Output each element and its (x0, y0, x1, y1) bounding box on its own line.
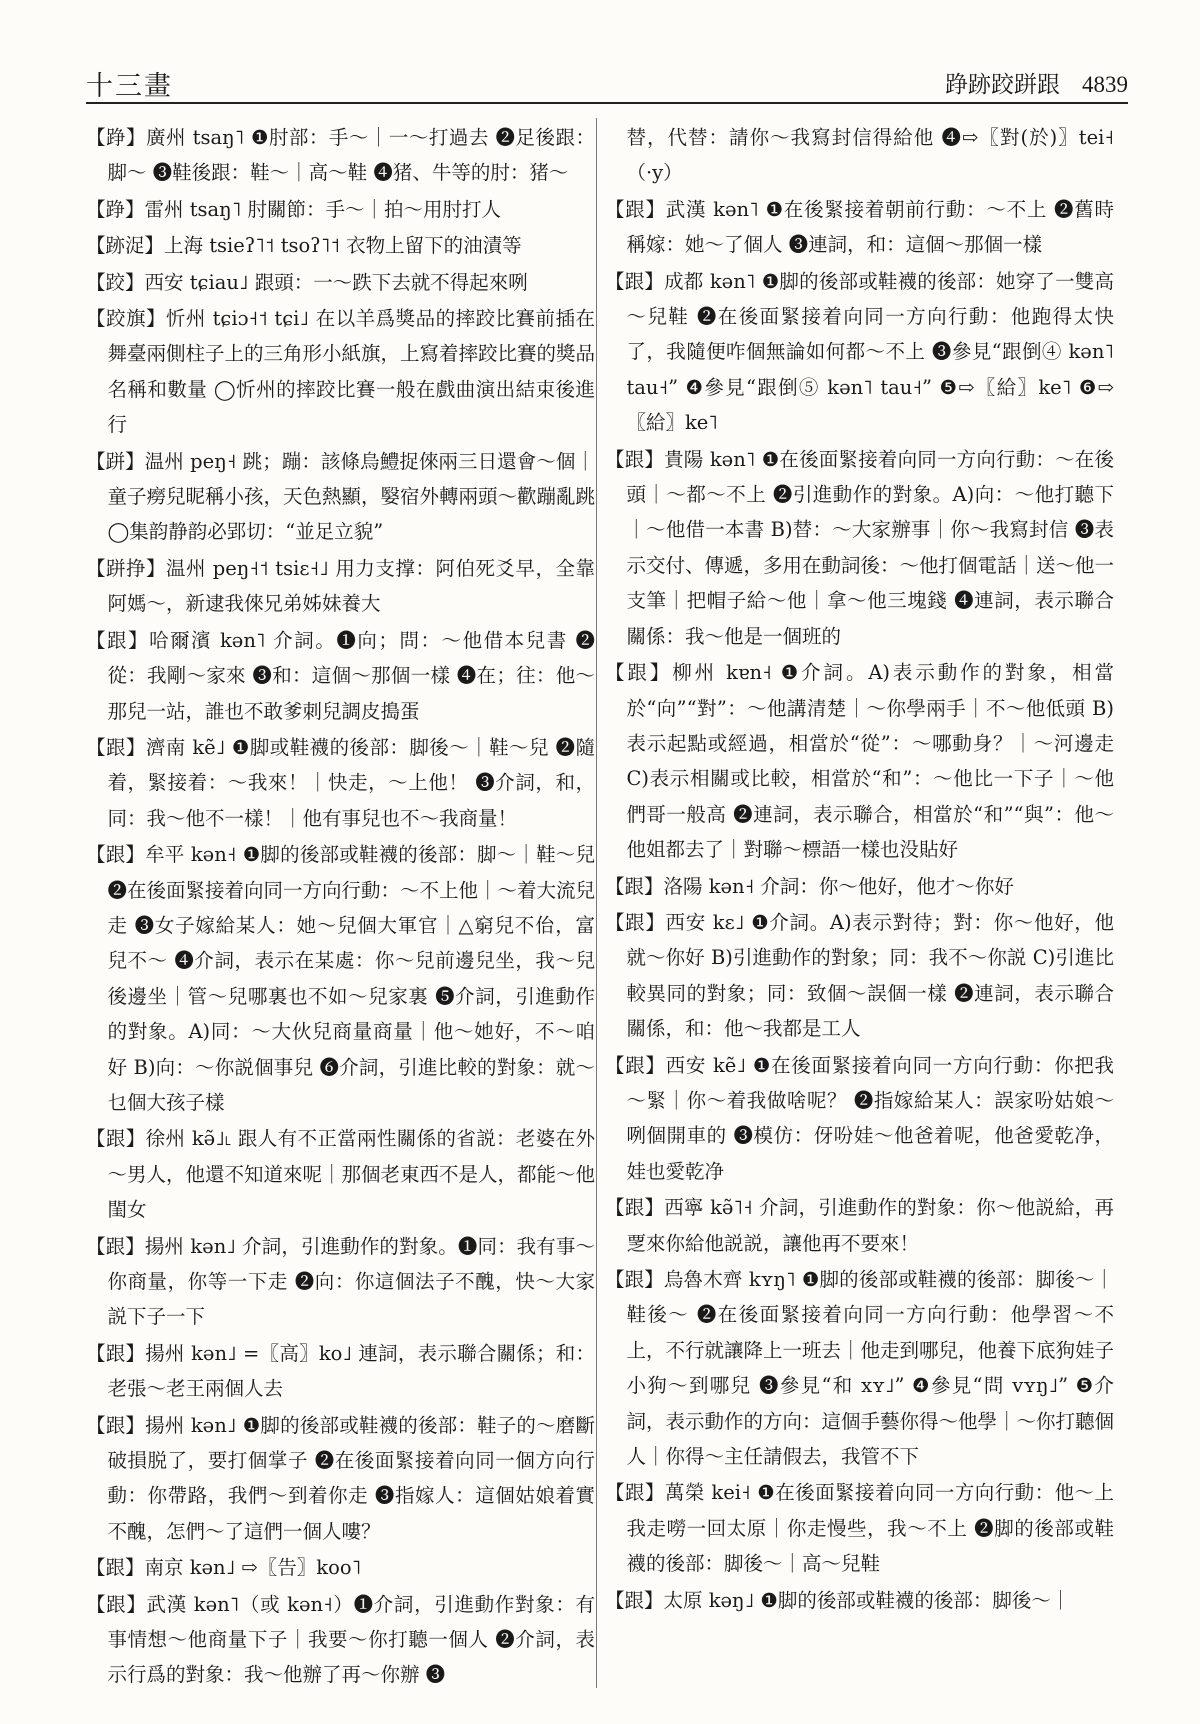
dictionary-entry: 【跟】萬榮 kei˧ ❶在後面緊接着向同一方向行動：他～上我走嘮一回太原｜你走慢些，我～不上 ❷脚的後部或鞋襪的後部：脚後～｜高～兒鞋 (605, 1481, 1114, 1576)
dictionary-entry: 【跟】西安 kẽ˩ ❶在後面緊接着向同一方向行動：你把我～緊｜你～着我做啥呢？ ❷指嫁給某人：誤家吩姑娘～咧個開車的 ❸模仿：伢吩娃～他爸着呢，他爸愛乾净，娃也愛乾净 (605, 1053, 1114, 1183)
right-column (605, 120, 1114, 1685)
dictionary-entry: 【跟】武漢 kən˥（或 kən˧）❶介詞，引進動作對象：有事情想～他商量下子｜我要～你打聽一個人 ❷介詞，表示行爲的對象：我～他辦了再～你辦 ❸ (86, 1592, 595, 1685)
dictionary-entry: 【踭】廣州 tsaŋ˥ ❶肘部：手～｜一～打過去 ❷足後跟：脚～ ❸鞋後跟：鞋～｜高～鞋 ❹猪、牛等的肘：猪～ (86, 126, 595, 185)
dictionary-entry: 【跟】濟南 kẽ˩ ❶脚或鞋襪的後部：脚後～｜鞋～兒 ❷隨着，緊接着：～我來！｜快走，～上他！ ❸介詞，和，同：我～他不一樣！｜他有事兒也不～我商量！ (86, 735, 595, 830)
dictionary-entry: 【跟】南京 kən˩ ⇨〖告〗koo˥ (86, 1556, 362, 1580)
running-headwords: 踭跡跤跰跟 (945, 72, 1060, 98)
dictionary-entry: 【跟】哈爾濱 kən˥ 介詞。❶向；問：～他借本兒書 ❷從：我剛～家來 ❸和：這個～那個一樣 ❹在；往：他～那兒一站，誰也不敢爹刺兒調皮搗蛋 (86, 628, 595, 723)
dictionary-entry: 【跟】柳州 kɐn˧ ❶介詞。A)表示動作的對象，相當於“向”“對”：～他講清楚｜～你學兩手｜不～他低頭 B)表示起點或經過，相當於“從”：～哪動身？｜～河邊走 C)表示相關或比較，相當於“和”：～他比一下子｜～他們哥一般高 ❷連詞，表示聯合，相當於“和”“與”：他～他姐都去了｜對聯～標語一樣也没貼好 (605, 661, 1114, 862)
dictionary-entry: 【跟】西寧 kə̃˥˧ 介詞，引進動作的對象：你～他説給，再覂來你給他説説，讓他再不要來！ (605, 1196, 1114, 1255)
dictionary-entry: 【跡浞】上海 tsieʔ˥˦ tsoʔ˥˦ 衣物上留下的油漬等 (86, 234, 522, 258)
dictionary-entry: 【跟】揚州 kən˩ ❶脚的後部或鞋襪的後部：鞋子的～磨斷破損脱了，要打個掌子 ❷在後面緊接着向同一個方向行動：你帶路，我們～到着你走 ❸指嫁人：這個姑娘着實不醜，怎們～了這們一個人嘍？ (86, 1413, 595, 1543)
dictionary-entry: 【跰挣】温州 peŋ˧˦ tsiɛ˧˩ 用力支撑：阿伯死爻早，全靠阿媽～，新逮我倈兄弟姊妹養大 (86, 556, 595, 616)
dictionary-entry: 【踭】雷州 tsaŋ˥ 肘關節：手～｜拍～用肘打人 (86, 197, 502, 221)
dictionary-entry: 【跟】徐州 kə̃˩˪ 跟人有不正當兩性關係的省説：老婆在外～男人，他還不知道來呢｜那個老東西不是人，都能～他閨女 (86, 1127, 595, 1222)
dictionary-entry: 【跟】揚州 kən˩ =〖高〗ko˩ 連詞，表示聯合關係；和：老張～老王兩個人去 (86, 1341, 595, 1401)
dictionary-entry: 【跤】西安 tɕiau˩ 跟頭：一～跌下去就不得起來咧 (86, 270, 528, 294)
dictionary-entry: 【跟】太原 kəŋ˩ ❶脚的後部或鞋襪的後部：脚後～｜ (605, 1588, 1071, 1612)
dictionary-entry: 【跟】牟平 kən˧ ❶脚的後部或鞋襪的後部：脚～｜鞋～兒 ❷在後面緊接着向同一方向行動：～不上他｜～着大流兒走 ❸女子嫁給某人：她～兒個大軍官｜△窮兒不佁，富兒不～ ❹介詞，表示在某處：你～兒前邊兒坐，我～兒後邊坐｜管～兒哪裏也不如～兒家裏 ❺介詞，引進動作的對象。A)同：～大伙兒商量商量｜他～她好，不～咱好 B)向：～你説個事兒 ❻介詞，引進比較的對象：就～乜個大孩子樣 (86, 843, 595, 1114)
page-header (86, 62, 1128, 104)
dictionary-entry-continuation: 替，代替：請你～我寫封信得給他 ❹⇨〖對(於)〗tei˧（·y） (626, 126, 1114, 185)
column-divider (596, 118, 597, 1688)
dictionary-entry: 【跟】揚州 kən˩ 介詞，引進動作的對象。❶同：我有事～你商量，你等一下走 ❷向：你這個法子不醜，快～大家説下子一下 (86, 1234, 595, 1329)
page-number: 4839 (1082, 72, 1128, 97)
dictionary-entry: 【跟】洛陽 kən˧ 介詞：你～他好，他才～你好 (605, 874, 1014, 898)
section-label: 十三畫 (86, 71, 173, 102)
dictionary-entry: 【跰】温州 peŋ˧ 跳；蹦：該條烏鱧捉倈兩三日還會～個｜童子癆兒昵稱小孩，天色熱顯，嫛宿外轉兩頭～歡蹦亂跳 ◯集韵静韵必郢切：“並足立貌” (86, 449, 595, 544)
dictionary-entry: 【跟】成都 kən˥ ❶脚的後部或鞋襪的後部：她穿了一雙高～兒鞋 ❷在後面緊接着向同一方向行動：他跑得太快了，我隨便咋個無論如何都～不上 ❸參見“跟倒④ kən˥ tau˧” ❹參見“跟倒⑤ kən˥ tau˧” ❺⇨〖給〗ke˥ ❻⇨〖給〗ke˥ (605, 269, 1114, 435)
dictionary-entry: 【跤旗】忻州 tɕiɔ˧˦ tɕi˩ 在以羊爲獎品的摔跤比賽前插在舞臺兩側柱子上的三角形小紙旗，上寫着摔跤比賽的獎品名稱和數量 ◯忻州的摔跤比賽一般在戲曲演出結束後進行 (86, 307, 595, 437)
dictionary-entry: 【跟】貴陽 kən˥ ❶在後面緊接着向同一方向行動：～在後頭｜～都～不上 ❷引進動作的對象。A)向：～他打聽下｜～他借一本書 B)替：～大家辦事｜你～我寫封信 ❸表示交付、傳遞，多用在動詞後：～他打個電話｜送～他一支筆｜把帽子給～他｜拿～他三塊錢 ❹連詞，表示聯合關係：我～他是一個班的 (605, 447, 1114, 648)
left-column (86, 120, 595, 1685)
dictionary-entry: 【跟】武漢 kən˥ ❶在後緊接着朝前行動：～不上 ❷舊時稱嫁：她～了個人 ❸連詞，和：這個～那個一樣 (605, 197, 1114, 257)
running-head (945, 66, 1128, 99)
dictionary-entry: 【跟】烏魯木齊 kʏŋ˥ ❶脚的後部或鞋襪的後部：脚後～｜鞋後～ ❷在後面緊接着向同一方向行動：他學習～不上，不行就讓降上一班去｜他走到哪兒，他養下底狗娃子小狗～到哪兒 ❸參見“和 xʏ˩” ❹參見“問 vʏŋ˩” ❺介詞，表示動作的方向：這個手藝你得～他學｜～你打聽個人｜你得～主任請假去，我管不下 (605, 1268, 1114, 1469)
dictionary-entry: 【跟】西安 kɛ˩ ❶介詞。A)表示對待；對：你～他好，他就～你好 B)引進動作的對象；同：我不～你説 C)引進比較異同的對象；同：致個～誤個一樣 ❷連詞，表示聯合關係，和：他～我都是工人 (605, 910, 1114, 1041)
